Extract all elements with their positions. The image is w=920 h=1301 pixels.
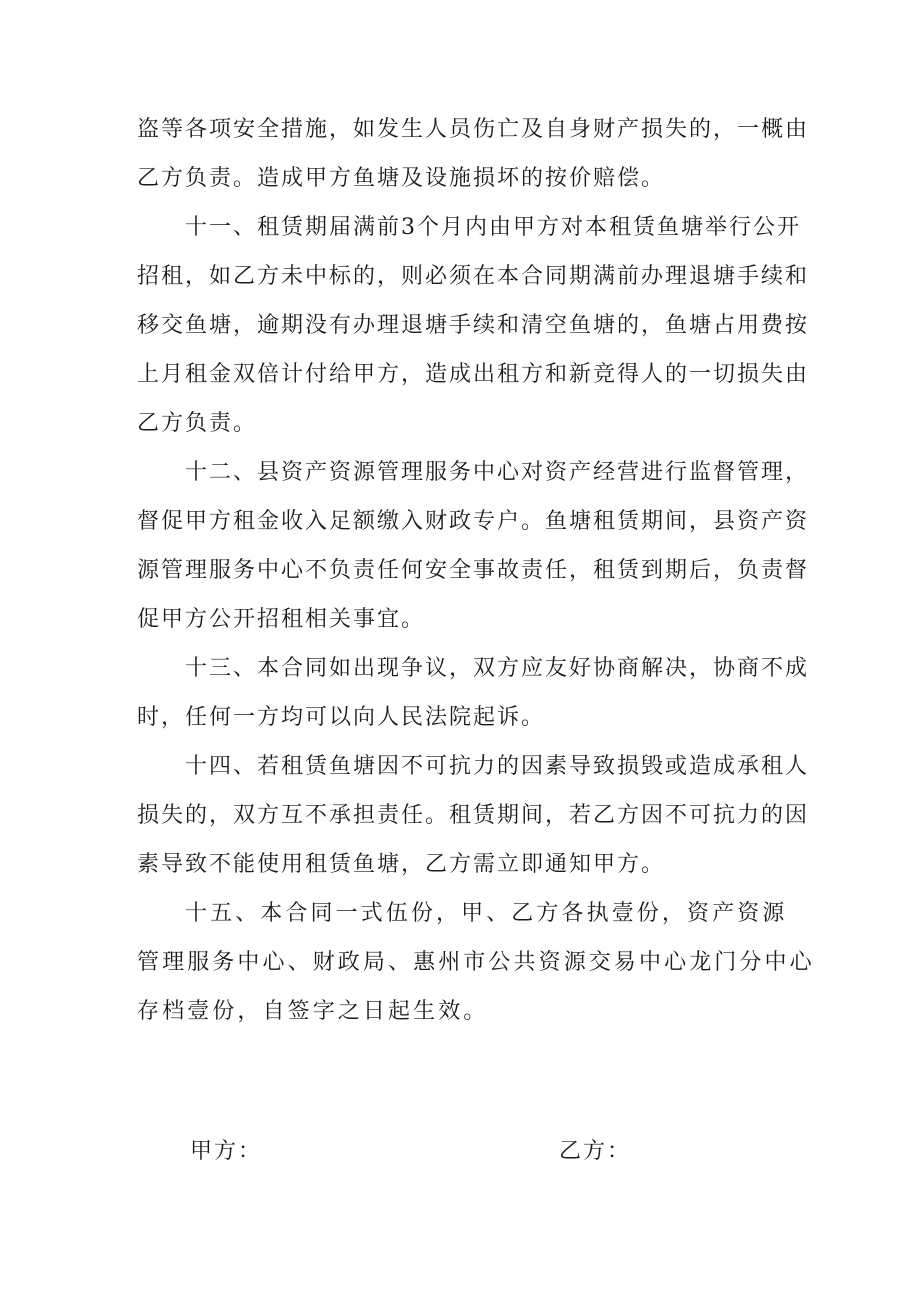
clause-15-heading-line: 十五、本合同一式伍份，甲、乙方各执壹份，资产资源	[185, 901, 788, 926]
text-line: 招租，如乙方未中标的，则必须在本合同期满前办理退塘手续和	[137, 264, 810, 289]
text-line: 损失的，双方互不承担责任。租赁期间，若乙方因不可抗力的因	[137, 803, 810, 828]
signature-party-b: 乙方：	[559, 1139, 632, 1164]
text-line: 乙方负责。造成甲方鱼塘及设施损坏的按价赔偿。	[137, 166, 666, 191]
text-line: 上月租金双倍计付给甲方，造成出租方和新竞得人的一切损失由	[137, 362, 810, 387]
text-line: 时，任何一方均可以向人民法院起诉。	[137, 705, 546, 730]
text-line: 素导致不能使用租赁鱼塘，乙方需立即通知甲方。	[137, 852, 666, 877]
text-line: 督促甲方租金收入足额缴入财政专户。鱼塘租赁期间，县资产资	[137, 509, 810, 534]
clause-14-heading-line: 十四、若租赁鱼塘因不可抗力的因素导致损毁或造成承租人	[185, 754, 810, 779]
clause-12-heading-line: 十二、县资产资源管理服务中心对资产经营进行监督管理，	[185, 460, 810, 485]
text-line: 存档壹份，自签字之日起生效。	[137, 999, 489, 1024]
clause-13-heading-line: 十三、本合同如出现争议，双方应友好协商解决，协商不成	[185, 656, 810, 681]
text-line: 管理服务中心、财政局、惠州市公共资源交易中心龙门分中心	[137, 950, 815, 975]
text-line: 移交鱼塘，逾期没有办理退塘手续和清空鱼塘的，鱼塘占用费按	[137, 313, 810, 338]
clause-11-heading-line: 十一、租赁期届满前3个月内由甲方对本租赁鱼塘举行公开	[185, 215, 801, 240]
text-line: 盗等各项安全措施，如发生人员伤亡及自身财产损失的，一概由	[137, 117, 810, 142]
signature-party-a: 甲方：	[190, 1139, 263, 1164]
text-line: 促甲方公开招租相关事宜。	[137, 607, 426, 632]
text-line: 乙方负责。	[137, 411, 258, 436]
text-line: 源管理服务中心不负责任何安全事故责任，租赁到期后，负责督	[137, 558, 810, 583]
